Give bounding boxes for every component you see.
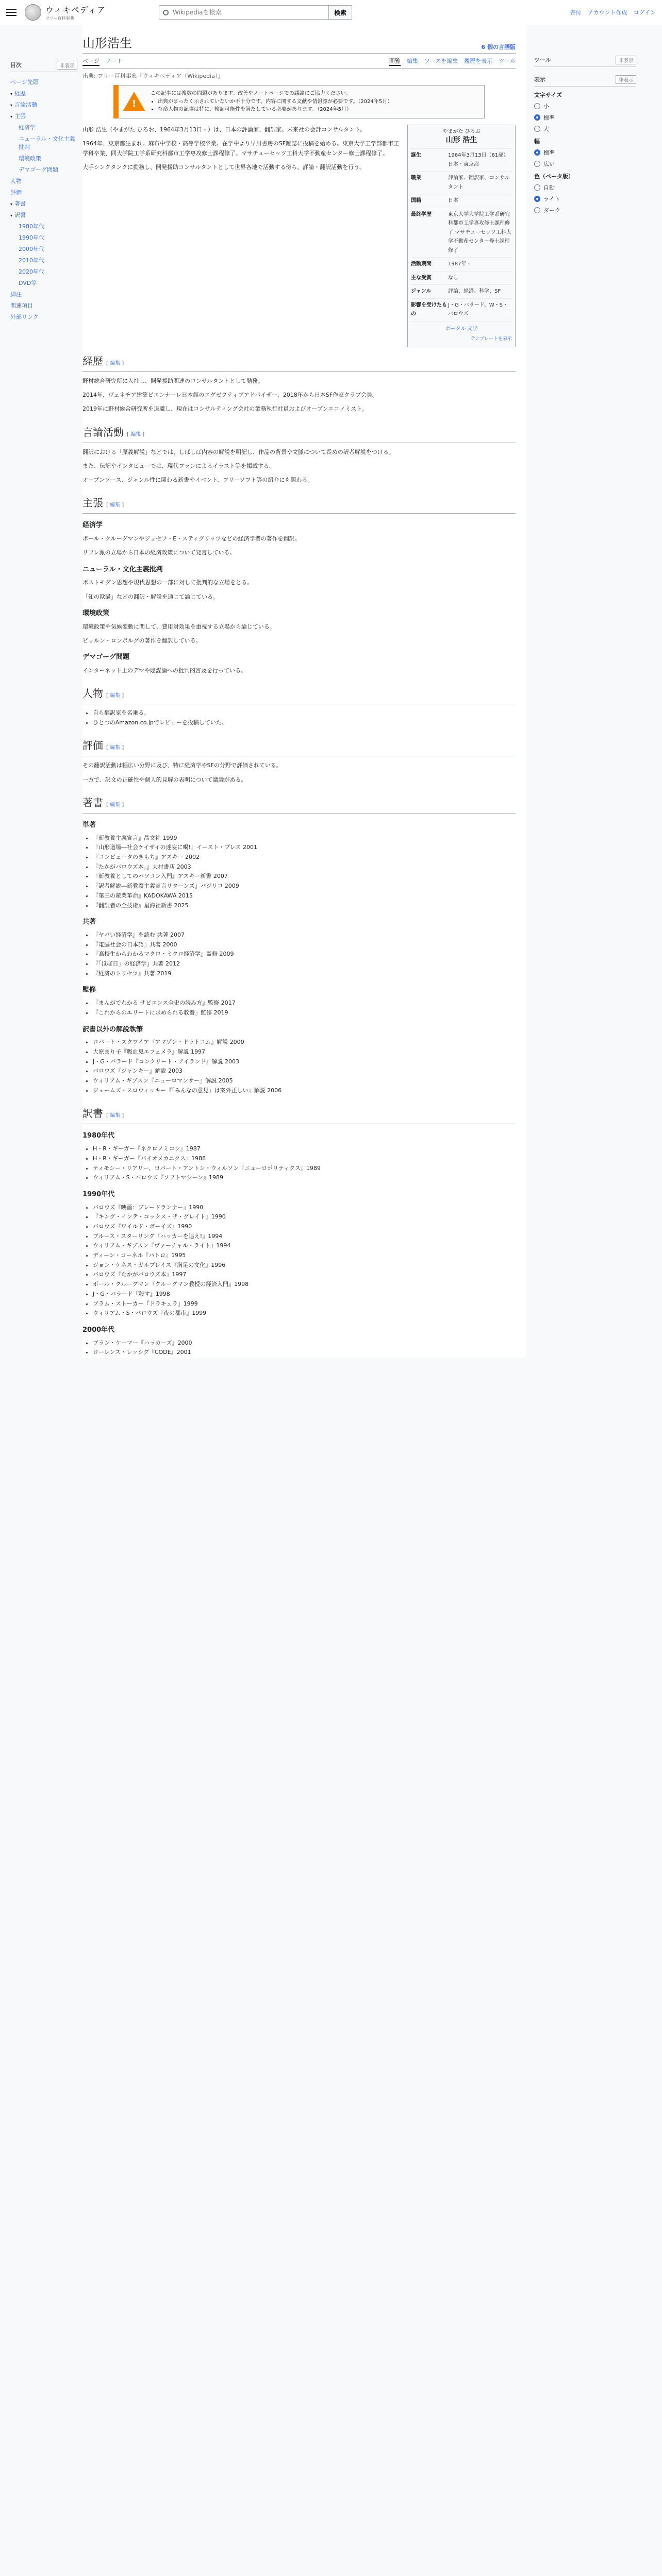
list-item: • ウィリアム・S・バロウズ『ソフトマシーン』1989 bbox=[93, 1173, 516, 1183]
list-item: • 『キング・インテ・コックス・ザ・グレイト』1990 bbox=[93, 1212, 516, 1222]
paragraph: 2014年、ヴェネチア建築ビエンナーレ日本館のエグゼクティブアドバイザー、2018年から日本SF作家クラブ会員。 bbox=[82, 392, 378, 399]
issue-notice bbox=[113, 85, 485, 118]
toc-item[interactable] bbox=[10, 164, 77, 175]
paragraph: また、伝記やインタビューでは、現代ファンによるイラスト等を掲載する。 bbox=[82, 462, 275, 469]
toc-link[interactable]: 脚注 bbox=[10, 291, 22, 298]
list-item: • 『電脳社会の日本語』共著 2000 bbox=[93, 940, 516, 950]
toc-item[interactable] bbox=[10, 311, 77, 323]
tab-edit[interactable]: 編集 bbox=[406, 58, 418, 64]
subsection-heading: 1990年代 bbox=[82, 1190, 115, 1198]
menu-icon[interactable] bbox=[6, 9, 16, 16]
tab-history[interactable]: 履歴を表示 bbox=[464, 58, 493, 64]
list-item: • J・G・バラード『殺す』1998 bbox=[93, 1290, 516, 1299]
toc-item[interactable] bbox=[10, 99, 77, 110]
subsection-heading: デマゴーグ問題 bbox=[82, 653, 130, 662]
appearance-sidebar bbox=[526, 25, 644, 1358]
infobox-value: 東京大学大学院工学系研究科都市工学専攻修士課程修了 マサチューセッツ工科大学不動産センター修士課程修了 bbox=[448, 211, 511, 253]
search-input[interactable] bbox=[159, 5, 329, 20]
toc-link[interactable]: 2000年代 bbox=[19, 246, 44, 252]
color-auto[interactable]: 自動 bbox=[534, 183, 636, 192]
list-item: • ティモシー・リアリー、ロバート・アントン・ウィルソン『ニューロポリティクス』1989 bbox=[93, 1164, 516, 1174]
toc-item[interactable] bbox=[10, 198, 77, 209]
list-item: • 『新教養としてのパソコン入門』アスキー新書 2007 bbox=[93, 872, 516, 882]
toc-item[interactable] bbox=[10, 289, 77, 300]
paragraph: 野村総合研究所に入社し、開発援助関連のコンサルタントとして勤務。 bbox=[82, 377, 264, 384]
list-item: • H・R・ギーガー『ネクロノミコン』1987 bbox=[93, 1144, 516, 1154]
infobox-key: 国籍 bbox=[411, 198, 421, 204]
section-heading: 人物 [ 編集 ] bbox=[82, 685, 516, 704]
toc-list bbox=[10, 76, 77, 323]
subsection-heading: ニューラル・文化主義批判 bbox=[82, 565, 163, 573]
toc-link[interactable]: デマゴーグ問題 bbox=[19, 166, 58, 173]
section-heading: 評価 [ 編集 ] bbox=[82, 737, 516, 756]
list-item: • ブラム・ストーカー『ドラキュラ』1999 bbox=[93, 1299, 516, 1309]
language-button[interactable]: 6 個の言語版 bbox=[481, 44, 516, 50]
infobox-key: 影響を受けたもの bbox=[411, 302, 447, 317]
toc-link[interactable]: 1990年代 bbox=[19, 234, 44, 241]
text-size-standard[interactable]: 標準 bbox=[534, 113, 636, 122]
section-heading: 主張 [ 編集 ] bbox=[82, 494, 516, 514]
intro-paragraph: 1964年、東京都生まれ。麻布中学校・高等学校卒業。在学中より早川書房のSF雑誌に投稿を始める。東京大学工学部都市工学科卒業、同大学院工学系研究科都市工学専攻修士課程修了。マサチューセッツ工科大学不動産センター修士課程修了。 bbox=[82, 140, 399, 157]
site-logo[interactable] bbox=[25, 4, 138, 21]
infobox-row bbox=[411, 257, 512, 271]
list-item: • ひとつのAmazon.co.jpでレビューを投稿していた。 bbox=[93, 718, 516, 728]
list-item: • バロウズ『たかがバロウズ本』1997 bbox=[93, 1270, 516, 1280]
list-item: • 『まんがでわかる サピエンス全史の読み方』監修 2017 bbox=[93, 998, 516, 1008]
toc-item[interactable] bbox=[10, 122, 77, 133]
infobox-row bbox=[411, 208, 512, 258]
logo-title: ウィキペディア bbox=[45, 5, 106, 15]
toc-item[interactable] bbox=[10, 175, 77, 187]
tools-title: ツール bbox=[534, 57, 551, 63]
toc-item[interactable] bbox=[10, 266, 77, 277]
infobox-value: 日本 bbox=[448, 198, 458, 204]
text-size-small[interactable]: 小 bbox=[534, 102, 636, 110]
paragraph: 2019年に野村総合研究所を退職し、現在はコンサルティング会社の業務執行社員およびオープンエコノミスト。 bbox=[82, 405, 368, 413]
subsection-heading: 監修 bbox=[82, 986, 96, 994]
list-item: • J・G・バラード『コンクリート・アイランド』解説 2003 bbox=[93, 1057, 516, 1067]
toc-item[interactable] bbox=[10, 187, 77, 198]
toc-item[interactable] bbox=[10, 232, 77, 243]
infobox-row bbox=[411, 148, 512, 171]
tab-tools[interactable]: ツール bbox=[499, 58, 516, 64]
section-heading: 言論活動 [ 編集 ] bbox=[82, 423, 516, 443]
paragraph: その翻訳活動は幅広い分野に及び、特に経済学やSFの分野で評価されている。 bbox=[82, 762, 282, 769]
list-item: • 『「ほぼ日」の経済学』共著 2012 bbox=[93, 959, 516, 969]
page-title: 山形浩生 bbox=[82, 36, 132, 50]
list-item: • ポール・クルーグマン『クルーグマン教授の経済入門』1998 bbox=[93, 1280, 516, 1290]
text-size-large[interactable]: 大 bbox=[534, 125, 636, 133]
edit-link[interactable]: 編集 bbox=[110, 360, 121, 366]
toc-hide-button[interactable]: 非表示 bbox=[57, 61, 77, 70]
list-item: • 『経済のトリセツ』共著 2019 bbox=[93, 969, 516, 979]
toc-toggle-icon[interactable]: ▾ bbox=[10, 92, 13, 96]
infobox-key: 活動期間 bbox=[411, 261, 432, 267]
toc-link[interactable]: 外部リンク bbox=[10, 314, 39, 320]
list-item: • バロウズ『ワイルド・ボーイズ』1990 bbox=[93, 1222, 516, 1232]
toc-item[interactable] bbox=[10, 221, 77, 232]
paragraph: 一方で、訳文の正確性や個人的見解の表明について議論がある。 bbox=[82, 776, 247, 783]
subsection-heading: 訳書以外の解説執筆 bbox=[82, 1025, 143, 1033]
list-item: • 『これからのエリートに求められる教養』監修 2019 bbox=[93, 1008, 516, 1018]
toc-link[interactable]: 経歴 bbox=[14, 90, 26, 97]
globe-icon bbox=[25, 4, 41, 21]
edit-link[interactable]: 編集 bbox=[130, 431, 141, 437]
text-size-label: 文字サイズ bbox=[534, 92, 562, 98]
notice-item: • 存命人物の記事は特に、検証可能性を満たしている必要があります。（2024年5月） bbox=[158, 106, 392, 114]
list-item: • 『第三の産業革命』KADOKAWA 2015 bbox=[93, 891, 516, 901]
paragraph: リフレ派の立場から日本の経済政策について発言している。 bbox=[82, 549, 236, 556]
search-form bbox=[159, 5, 352, 20]
toc-item[interactable] bbox=[10, 133, 77, 152]
toc-link[interactable]: 経済学 bbox=[19, 124, 36, 131]
infobox-value: 1964年3月13日（61歳）日本・東京都 bbox=[448, 152, 509, 167]
toc-toggle-icon[interactable]: ▾ bbox=[10, 213, 13, 218]
width-wide[interactable]: 広い bbox=[534, 160, 636, 168]
infobox bbox=[407, 125, 516, 347]
toc-link[interactable]: 訳書 bbox=[14, 212, 26, 218]
toc-link[interactable]: 2020年代 bbox=[19, 268, 44, 275]
toc-toggle-icon[interactable]: ▾ bbox=[10, 202, 13, 207]
infobox-row bbox=[411, 298, 512, 321]
list-item: • ディーン・コーネル『パトロ』1995 bbox=[93, 1251, 516, 1261]
subsection-heading: 単著 bbox=[82, 821, 96, 829]
section-heading: 著書 [ 編集 ] bbox=[82, 794, 516, 814]
infobox-value: J・G・バラード、W・S・バロウズ bbox=[448, 302, 508, 317]
tab-page[interactable]: ページ bbox=[82, 57, 100, 66]
toc-link[interactable]: 関連項目 bbox=[10, 302, 33, 309]
toc-item[interactable] bbox=[10, 300, 77, 311]
infobox-row bbox=[411, 194, 512, 208]
donate-link[interactable]: 寄付 bbox=[570, 9, 582, 16]
appearance-title: 表示 bbox=[534, 76, 545, 83]
list-item: • 『高校生からわかるマクロ・ミクロ経済学』監修 2009 bbox=[93, 950, 516, 959]
edit-link[interactable]: 編集 bbox=[110, 693, 121, 699]
list-item: • 自ら翻訳家を名乗る。 bbox=[93, 708, 516, 718]
template-link[interactable]: テンプレートを表示 bbox=[470, 336, 512, 342]
edit-link[interactable]: 編集 bbox=[110, 802, 121, 808]
page-tabs bbox=[82, 54, 516, 69]
infobox-key: 職業 bbox=[411, 175, 421, 181]
edit-link[interactable]: 編集 bbox=[110, 502, 121, 509]
list-item: • バロウズ『ジャンキー』解説 2003 bbox=[93, 1066, 516, 1076]
toc-item[interactable] bbox=[10, 243, 77, 255]
toc-item[interactable] bbox=[10, 255, 77, 266]
toc-sidebar bbox=[0, 25, 82, 1358]
toc-link[interactable]: 言論活動 bbox=[14, 101, 38, 108]
edit-link[interactable]: 編集 bbox=[110, 745, 121, 751]
infobox-key: 最終学歴 bbox=[411, 211, 432, 217]
list-item: • ウィリアム・S・バロウズ『夜の都市』1999 bbox=[93, 1309, 516, 1318]
color-dark[interactable]: ダーク bbox=[534, 206, 636, 214]
infobox-key: 主な受賞 bbox=[411, 275, 432, 281]
infobox-value: 評論家、翻訳家、コンサルタント bbox=[448, 175, 510, 190]
paragraph: 環境政策や気候変動に関して、費用対効果を重視する立場から論じている。 bbox=[82, 623, 275, 630]
paragraph: ポストモダン思想や現代思想の一部に対して批判的な立場をとる。 bbox=[82, 579, 253, 586]
list-item: • ブラン・ケーマー『ハッカーズ』2000 bbox=[93, 1338, 516, 1348]
subsection-heading: 経済学 bbox=[82, 521, 103, 530]
list-item: • 『山形道場―社会ケイザイの迷妄に喝!』イースト・プレス 2001 bbox=[93, 843, 516, 853]
infobox-value: なし bbox=[448, 275, 458, 281]
edit-link[interactable]: 編集 bbox=[110, 1113, 121, 1119]
list-item: • ウィリアム・ギブスン『ニューロマンサー』解説 2005 bbox=[93, 1076, 516, 1086]
list-item: • 『訳者解説―新教養主義宣言リターンズ』バジリコ 2009 bbox=[93, 882, 516, 891]
logo-subtitle: フリー百科事典 bbox=[45, 16, 74, 21]
list-item: • H・R・ギーガー『バイオメカニクス』1988 bbox=[93, 1154, 516, 1164]
paragraph: 翻訳における「原義解説」などでは、しばしば内容の解説を明記し、作品の背景や文脈について長めの訳者解説をつける。 bbox=[82, 448, 394, 455]
tab-read[interactable]: 閲覧 bbox=[389, 57, 401, 66]
color-label: 色（ベータ版） bbox=[534, 173, 574, 180]
toc-toggle-icon[interactable]: ▾ bbox=[10, 103, 13, 108]
source-note: 出典: フリー百科事典『ウィキペディア（Wikipedia）』 bbox=[82, 73, 224, 79]
toc-toggle-icon[interactable]: ▾ bbox=[10, 114, 13, 119]
tab-talk[interactable]: ノート bbox=[105, 58, 123, 64]
subsection-heading: 環境政策 bbox=[82, 609, 110, 617]
infobox-row bbox=[411, 271, 512, 285]
intro-paragraph: 大手シンクタンクに勤務し、開発援助コンサルタントとして世界各地で活動する傍ら、評論・翻訳活動を行う。 bbox=[82, 164, 366, 171]
appearance-hide-button[interactable]: 非表示 bbox=[616, 75, 636, 84]
list-item: • 『新教養主義宣言』晶文社 1999 bbox=[93, 834, 516, 843]
main-content bbox=[82, 25, 526, 1358]
infobox-row bbox=[411, 171, 512, 194]
toc-link[interactable]: 1980年代 bbox=[19, 223, 44, 230]
toc-item[interactable] bbox=[10, 88, 77, 99]
infobox-key: ジャンル bbox=[411, 289, 432, 295]
color-light[interactable]: ライト bbox=[534, 195, 636, 203]
toc-item[interactable] bbox=[10, 209, 77, 221]
toc-title: 目次 bbox=[10, 62, 22, 69]
subsection-heading: 2000年代 bbox=[82, 1326, 115, 1334]
list-item: • ジョン・ケネス・ガルブレイス『満足の文化』1996 bbox=[93, 1261, 516, 1270]
search-icon bbox=[163, 10, 169, 15]
list-item: • ウィリアム・ギブスン『ヴァーチャル・ライト』1994 bbox=[93, 1241, 516, 1251]
toc-link[interactable]: ニューラル・文化主義批判 bbox=[19, 135, 75, 150]
portal-link[interactable]: ポータル 文学 bbox=[445, 326, 478, 332]
paragraph: 「知の欺瞞」などの翻訳・解説を通じて論じている。 bbox=[82, 593, 219, 600]
notice-text: この記事には複数の問題があります。改善やノートページでの議論にご協力ください。 bbox=[151, 91, 351, 96]
list-item: • 『たかがバロウズ本。』大村書店 2003 bbox=[93, 862, 516, 872]
list-item: • 『ヤバい経済学』を読む 共著 2007 bbox=[93, 930, 516, 940]
toc-link[interactable]: 環境政策 bbox=[19, 155, 41, 162]
user-links bbox=[570, 8, 656, 16]
list-item: • ロバート・スクワイア『アマゾン・ドットコム』解説 2000 bbox=[93, 1038, 516, 1047]
paragraph: インターネット上のデマや陰謀論への批判的言及を行っている。 bbox=[82, 667, 247, 674]
infobox-name: 山形 浩生 bbox=[445, 135, 477, 144]
toc-item[interactable] bbox=[10, 110, 77, 122]
list-item: • 『翻訳者の全技術』星海社新書 2025 bbox=[93, 901, 516, 911]
toc-link[interactable]: 評価 bbox=[10, 189, 22, 196]
list-item: • 大原まり子『吸血鬼エフェメラ』解説 1997 bbox=[93, 1047, 516, 1057]
infobox-row bbox=[411, 284, 512, 298]
tools-hide-button[interactable]: 非表示 bbox=[616, 56, 636, 64]
list-item: • ブルース・スターリング『ハッカーを追え!』1994 bbox=[93, 1232, 516, 1242]
create-account-link[interactable]: アカウント作成 bbox=[587, 9, 627, 16]
list-item: • バロウズ『映画：ブレードランナー』1990 bbox=[93, 1203, 516, 1213]
section-heading: 訳書 [ 編集 ] bbox=[82, 1105, 516, 1124]
toc-link[interactable]: 2010年代 bbox=[19, 257, 44, 264]
notice-item: • 出典がまったく示されていないか不十分です。内容に関する文献や情報源が必要です。（2024年5月） bbox=[158, 98, 392, 106]
width-label: 幅 bbox=[534, 138, 540, 145]
toc-link[interactable]: DVD等 bbox=[19, 280, 37, 286]
infobox-value: 1987年 - bbox=[448, 261, 470, 267]
infobox-reading: やまがた ひろお bbox=[442, 128, 481, 134]
toc-item[interactable] bbox=[10, 277, 77, 289]
top-bar bbox=[0, 0, 662, 25]
list-item: • ジェームズ・スロウィッキー『「みんなの意見」は案外正しい』解説 2006 bbox=[93, 1086, 516, 1096]
toc-item[interactable] bbox=[10, 76, 77, 88]
login-link[interactable]: ログイン bbox=[633, 9, 656, 16]
toc-link[interactable]: 著書 bbox=[14, 200, 26, 207]
search-button[interactable]: 検索 bbox=[329, 5, 352, 20]
subsection-heading: 共著 bbox=[82, 918, 96, 926]
section-heading: 経歴 [ 編集 ] bbox=[82, 352, 516, 372]
tab-edit-source[interactable]: ソースを編集 bbox=[424, 58, 458, 64]
intro-paragraph: 山形 浩生（やまがた ひろお、1964年3月13日 - ）は、日本の評論家、翻訳家。未来社の会計コンサルタント。 bbox=[82, 126, 366, 133]
toc-link[interactable]: ページ先頭 bbox=[10, 79, 39, 86]
infobox-value: 評論、経済、科学、SF bbox=[448, 289, 501, 295]
paragraph: オープンソース、ジャンル性に関わる新書やイベント、フリーソフト等の紹介にも関わる。 bbox=[82, 477, 313, 484]
infobox-key: 誕生 bbox=[411, 152, 421, 159]
toc-link[interactable]: 人物 bbox=[10, 178, 22, 184]
paragraph: ビョルン・ロンボルグの著作を翻訳している。 bbox=[82, 637, 202, 644]
list-item: • ローレンス・レッシグ『CODE』2001 bbox=[93, 1348, 516, 1358]
warning-icon: ! bbox=[123, 92, 145, 111]
width-standard[interactable]: 標準 bbox=[534, 148, 636, 157]
paragraph: ポール・クルーグマンやジョセフ・E・スティグリッツなどの経済学者の著作を翻訳。 bbox=[82, 535, 301, 543]
toc-item[interactable] bbox=[10, 152, 77, 164]
list-item: • 『コンピュータのきもち』アスキー 2002 bbox=[93, 853, 516, 862]
toc-link[interactable]: 主張 bbox=[14, 113, 26, 120]
subsection-heading: 1980年代 bbox=[82, 1132, 115, 1140]
